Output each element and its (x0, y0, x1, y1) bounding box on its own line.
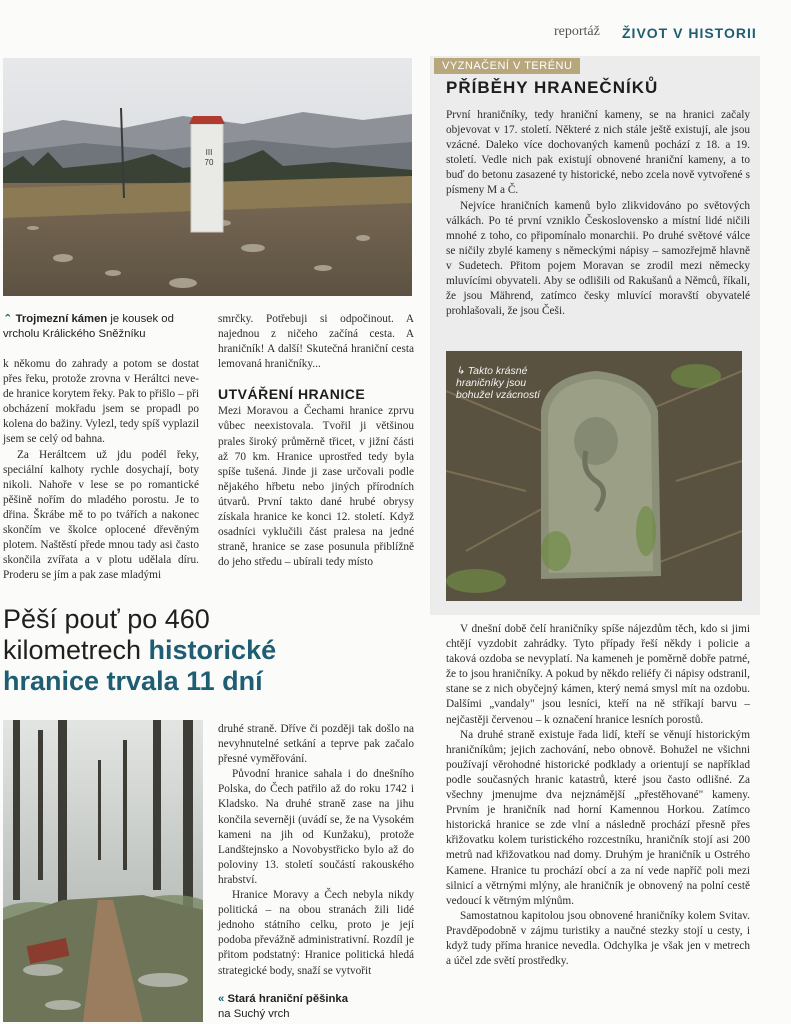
stone-marking: III 70 (204, 148, 214, 167)
paragraph: smrčky. Potřebuji si odpočinout. A najednou z ničeho začíná cesta. A hraničník! A další! Skutečná hraniční cesta lemovaná hraničníky... (218, 313, 414, 371)
paragraph: Původní hranice sahala i do dnešního Polska, do Čech patřilo až do roku 1742 i Kladsko. Na druhé straně zase na jihu končila severněji (uvádí se, že na Vysokém kameni na jih od Kunžaku), protože Landštejnsko a Novobystřicko bylo až do poloviny 13. století součástí rakouského hrabství. (218, 768, 414, 886)
article-headline: Pěší pouť po 460 kilometrech historické hranice trvala 11 dní (3, 604, 277, 696)
sidebar-heading: PŘÍBĚHY HRANEČNÍKŮ (446, 78, 659, 97)
sidebar-text (446, 108, 750, 319)
caption-arrow-icon: ⌃ (3, 313, 13, 325)
photo-caption-top: ⌃ Trojmezní kámen je kousek od vrcholu Králického Sněžníku (3, 313, 174, 340)
column-left-top (3, 357, 199, 583)
column-bottom (218, 722, 414, 979)
caption-arrow-icon: « (218, 993, 225, 1005)
paragraph: Mezi Moravou a Čechami hranice zprvu vůbec neexistovala. Tvořil ji většinou prales široký průměrně třicet, v jižní části až 70 km. Hranice uprostřed tedy byla spíše tušená. Jinde ji zase určovali podle nějakého hřbetu nebo jiných přírodních útvarů. První takto dané hrubé obrysy získala hranice ke konci 12. století. Když osadníci vyklučili část pralesa na jedné straně, hranice se zase posunula přiblížně do jeho středu – ubírali tedy místo (218, 405, 414, 569)
section-label: reportáž (554, 24, 600, 39)
column-right-top (218, 312, 414, 570)
forest-path-photo (3, 720, 203, 1022)
photo-caption-inline: ↳ Takto krásné hraničníky jsou bohužel vzácností (456, 365, 541, 401)
paragraph: Nejvíce hraničních kamenů bylo zlikvidováno po světových válkách. Po té první vzniklo Československo a místní lidé ničili mnohé z toho, co připomínalo monarchii. Po druhé světové válce se ničily zbylé kameny s německými nápisy – samozřejmě hlavně v Sudetech. Přitom pojem Moravan se zrodil mezi německy mluvícími obyvateli. Aby se odlišili od Rakušanů a Němců, říkali, že jsou Mährend, zatímco česky mluvící moravští obyvatelé prohlašovali, že jsou Češi. (446, 199, 750, 318)
paragraph: Za Heráltcem už jdu podél řeky, speciální kalhoty rychle dosychají, boty nikoli. Nahoře v lese se po romantické pěšině nořím do mladého porostu. Je to dřina. Škrábe mě to po tvářích a nakonec skončím ve školce oplocené dřevěným plotem. Naštěstí přede mnou tady asi často skončila zvířata a v plotu udělala díru. Proderu se jím a pak zase mladými (3, 448, 199, 582)
paragraph: druhé straně. Dříve či později tak došlo na nevyhnutelné setkání a teprve pak začalo přesné vyměřování. (218, 723, 414, 766)
paragraph: k někomu do zahrady a potom se dostat přes řeku, protože zrovna v Heráltci neve- de hranice korytem řeky. Pak to přišlo – při obcházení mokřadu jsem se propadl po kolena do bažiny. Vylezl, tedy spíš vyplazil jsem se celý od bahna. (3, 358, 199, 446)
paragraph: V dnešní době čelí hraničníky spíše nájezdům těch, kdo si jimi chtějí vyzdobit zahrádky. Tyto případy řeší někdy i policie a taková ozdoba se nevyplatí. Na kameneh je poměrně dobře patrné, že to jsou hraničníky. A pokud by někdo reliéfy či nápisy odstranil, stane se z nich obyčejný kámen, který nemá smysl mít na ozdobu. Dalšími „vandaly" jsou lesníci, kteří na ně stříkají barvu – nejčastěji červenou – k označení hranice lesních porostů. (446, 623, 750, 726)
photo-caption-bottom: « Stará hraniční pěšinka na Suchý vrch (218, 993, 348, 1020)
paragraph: Na druhé straně existuje řada lidí, kteří se věnují historickým hraničníkům; jejich zachování, nebo obnově. Bohužel ne všichni používají věrohodné historické podklady a orientují se například podle současných hranic katastrů, které jsou často odlišné. Za všechny jmenujme dva nejznámější „přestěhované" kameny. Prvním je hraničník nad horní Kamennou Horkou. Zatímco historická hranice se zde vlní a následně prochází přesně přes křižovatku kolem turistického rozcestníku, hraničník stojí asi 200 metrů nad křižovatkou nad domy. Druhým je hraničník u Ostrého Kamene. Hranice tu prochází obcí a za ní vede napříč poli mezi silnicí a větrnými mlýny, ale hraničník je obnovený na polní cestě vedoucí k větrným mlýnům. (446, 728, 750, 907)
paragraph: První hraničníky, tedy hraniční kameny, se na hranici začaly objevovat v 17. století. Některé z nich stále ještě existují, ale jsou vzácné. Daleko více dochovaných kamenů pochází z 18. a 19. století. Vedle nich pak existují obnovené hraniční kameny, a to buď do betonu zasazené ty historické, nebo zcela nově vytvořené s písmeny M a Č. (446, 109, 750, 197)
subheading: UTVÁŘENÍ HRANICE (218, 386, 366, 403)
sidebar-text-continued (446, 622, 750, 969)
paragraph: Hranice Moravy a Čech nebyla nikdy politická – na obou stranách žili lidé jednoho státního celku, proto je její podoba převážně administrativní. Rozdíl je přitom podstatný: Hranice politická hledá strategické body, snaží se vytvořit (218, 889, 414, 977)
boundary-stone-photo (446, 351, 742, 601)
sidebar-kicker: VYZNAČENÍ V TERÉNU (434, 58, 580, 74)
paragraph: Samostatnou kapitolou jsou obnovené hraničníky kolem Svitav. Pravděpodobně v zájmu turistiky a naučné stezky stojí u cesty, i když tudy příma hranice nevedla. Odchylka je však jen v metrech a účel zde světí prostředky. (446, 909, 750, 968)
section-title: ŽIVOT V HISTORII (622, 25, 757, 41)
caption-bullet-icon: ↳ (456, 365, 468, 377)
mountain-photo (3, 58, 412, 296)
